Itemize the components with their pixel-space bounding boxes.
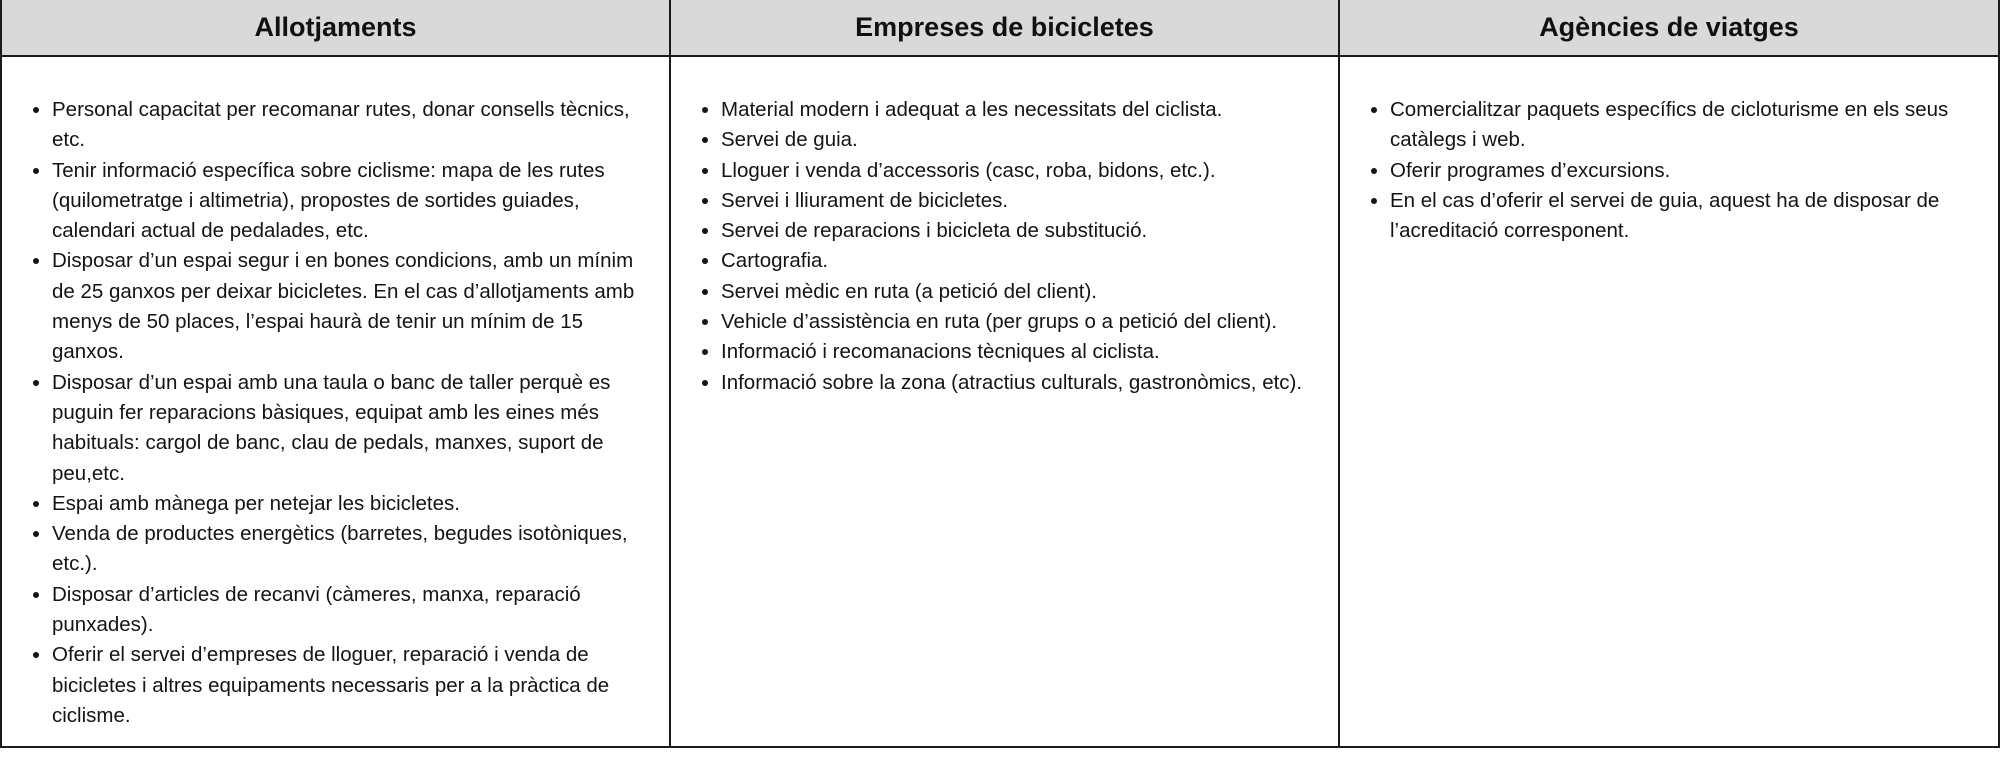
list-item: • Lloguer i venda d’accessoris (casc, roba, bidons, etc.). <box>721 156 1328 186</box>
list-item: • Disposar d’un espai amb una taula o banc de taller perquè es puguin fer reparacions bàsiques, equipat amb les eines més habituals: cargol de banc, clau de pedals, manxes, suport de peu,etc. <box>52 368 659 489</box>
column-header-agencies-viatges: Agències de viatges <box>1338 0 1998 57</box>
list-item: • Oferir el servei d’empreses de lloguer, reparació i venda de bicicletes i altres equipaments necessaris per a la pràctica de ciclisme. <box>52 640 659 731</box>
list-item: • Espai amb mànega per netejar les bicicletes. <box>52 489 659 519</box>
list-agencies-viatges <box>1340 95 1988 246</box>
list-item: • Servei i lliurament de bicicletes. <box>721 186 1328 216</box>
column-header-empreses-bicicletes: Empreses de bicicletes <box>669 0 1338 57</box>
list-item: • Servei de guia. <box>721 125 1328 155</box>
list-item: • Disposar d’un espai segur i en bones condicions, amb un mínim de 25 ganxos per deixar bicicletes. En el cas d’allotjaments amb menys de 50 places, l’espai haurà de tenir un mínim de 15 ganxos. <box>52 246 659 367</box>
list-item: • Tenir informació específica sobre ciclisme: mapa de les rutes (quilometratge i altimetria), propostes de sortides guiades, calendari actual de pedalades, etc. <box>52 156 659 247</box>
column-allotjaments <box>2 57 669 746</box>
list-item: • Oferir programes d’excursions. <box>1390 156 1988 186</box>
list-item: • Vehicle d’assistència en ruta (per grups o a petició del client). <box>721 307 1328 337</box>
column-header-allotjaments: Allotjaments <box>2 0 669 57</box>
list-item: • Cartografia. <box>721 246 1328 276</box>
list-item: • Servei de reparacions i bicicleta de substitució. <box>721 216 1328 246</box>
list-item: • Comercialitzar paquets específics de cicloturisme en els seus catàlegs i web. <box>1390 95 1988 156</box>
list-empreses-bicicletes <box>671 95 1328 398</box>
list-item: • Venda de productes energètics (barretes, begudes isotòniques, etc.). <box>52 519 659 580</box>
list-item: • Servei mèdic en ruta (a petició del client). <box>721 277 1328 307</box>
list-allotjaments <box>2 95 659 731</box>
list-item: • Personal capacitat per recomanar rutes, donar consells tècnics, etc. <box>52 95 659 156</box>
list-item: • Disposar d’articles de recanvi (càmeres, manxa, reparació punxades). <box>52 580 659 641</box>
column-agencies-viatges <box>1338 57 1998 746</box>
column-empreses-bicicletes <box>669 57 1338 746</box>
list-item: • Informació i recomanacions tècniques al ciclista. <box>721 337 1328 367</box>
list-item: • Material modern i adequat a les necessitats del ciclista. <box>721 95 1328 125</box>
list-item: • En el cas d’oferir el servei de guia, aquest ha de disposar de l’acreditació corresponent. <box>1390 186 1988 247</box>
list-item: • Informació sobre la zona (atractius culturals, gastronòmics, etc). <box>721 368 1328 398</box>
